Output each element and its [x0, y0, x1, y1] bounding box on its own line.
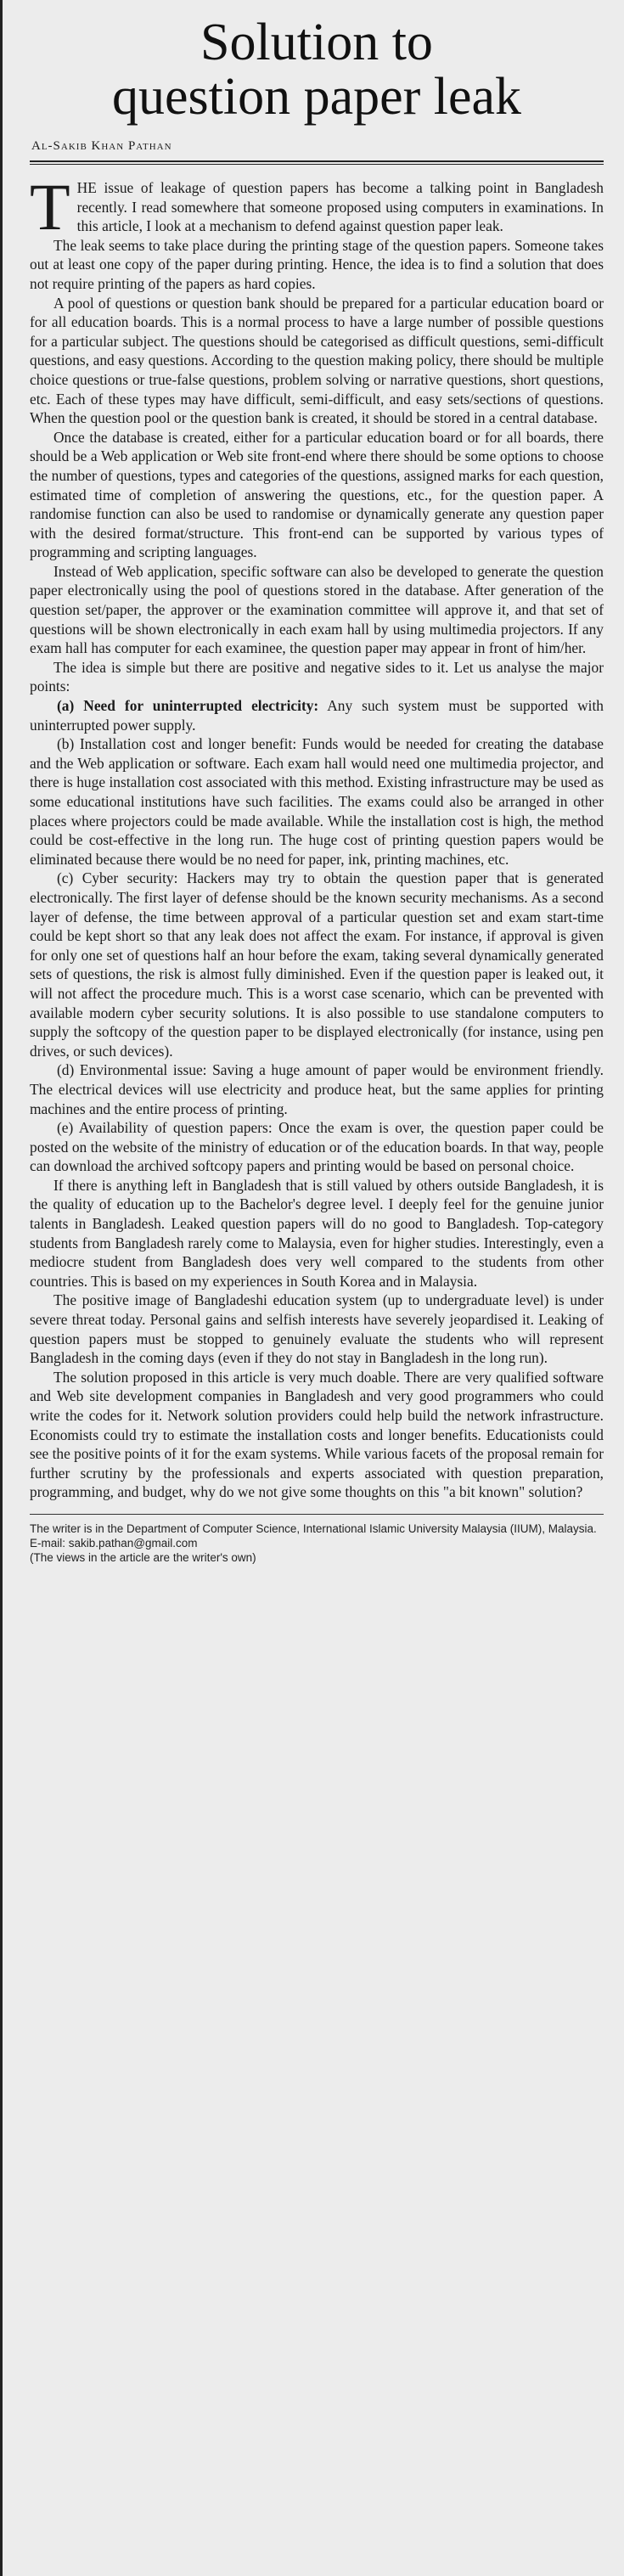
- byline-rule: [30, 160, 604, 165]
- author-note-line-1: The writer is in the Department of Computer Science, International Islamic University Malaysia (IIUM), Malaysia. E-mail: sakib.pathan@gmail.com: [30, 1521, 597, 1550]
- article-body: [30, 170, 604, 1502]
- paragraph-7: If there is anything left in Bangladesh that is still valued by others outside Bangladesh, it is the quality of education up to the Bachelor's degree level. I deeply feel for the genuine junior talents in Bangladesh. Leaked question papers will do no good to Bangladesh. Top-category students from Bangladesh rarely come to Malaysia, even for higher studies. Interestingly, even a mediocre student from Bangladesh does very well compared to the students from other countries. This is based on my experiences in South Korea and in Malaysia.: [30, 1176, 604, 1290]
- point-e: (e) Availability of question papers: Once the exam is over, the question paper could be posted on the website of the ministry of education or of the education boards. In that way, people can download the archived softcopy papers and printing would be based on personal choice.: [30, 1119, 604, 1175]
- footer-rule: [30, 1514, 604, 1515]
- paragraph-2: The leak seems to take place during the printing stage of the question papers. Someone takes out at least one copy of the paper during printing. Hence, the idea is to find a solution that does not require printing of the papers as hard copies.: [30, 236, 604, 292]
- point-b: (b) Installation cost and longer benefit: Funds would be needed for creating the database and the Web application or software. Each exam hall would need one multimedia projector, and there is huge installation cost associated with this method. Existing infrastructure may be used as some educational institutions have such facilities. The exams could also be arranged in other places where projectors could be made available. While the installation cost is high, the method could be cost-effective in the long run. The huge cost of printing question papers would be eliminated because there would be no need for paper, ink, printing machines, etc.: [30, 735, 604, 868]
- author-note-line-2: (The views in the article are the writer's own): [30, 1550, 256, 1564]
- paragraph-6: The idea is simple but there are positive and negative sides to it. Let us analyse the major points:: [30, 658, 604, 695]
- point-d: (d) Environmental issue: Saving a huge amount of paper would be environment friendly. The electrical devices will use electricity and produce heat, but the same applies for printing machines and the entire process of printing.: [30, 1061, 604, 1117]
- paragraph-intro: [30, 170, 604, 244]
- point-a-label: (a) Need for uninterrupted electricity:: [57, 697, 319, 715]
- paragraph-intro-text: HE issue of leakage of question papers has become a talking point in Bangladesh recently. I read somewhere that someone proposed using computers in examinations. In this article, I look at a mechanism to defend against question paper leak.: [76, 179, 604, 235]
- point-a: [30, 696, 604, 734]
- headline-line-1: Solution to: [200, 14, 433, 71]
- paragraph-3: A pool of questions or question bank should be prepared for a particular education board or for all education boards. This is a normal process to have a large number of possible questions for a particular subject. The questions should be categorised as difficult questions, semi-difficult questions, and easy questions. According to the question making policy, there should be multiple choice questions or true-false questions, problem solving or narrative questions, short questions, etc. Each of these types may have difficult, semi-difficult, and easy sets/sections of questions. When the question pool or the question bank is created, it should be stored in a central database.: [30, 294, 604, 427]
- author-note: [30, 1521, 604, 1565]
- paragraph-8: The positive image of Bangladeshi education system (up to undergraduate level) is under severe threat today. Personal gains and selfish interests have severely jeopardised it. Leaking of question papers must be stopped to genuinely evaluate the students who will represent Bangladesh in the coming days (even if they do not stay in Bangladesh in the long run).: [30, 1291, 604, 1367]
- point-c: (c) Cyber security: Hackers may try to obtain the question paper that is generated electronically. The first layer of defense should be the known security mechanisms. As a second layer of defense, the time between approval of a particular question set and exam start-time could be kept short so that any leak does not affect the exam. For instance, if approval is given for only one set of questions half an hour before the exam, taking several dynamically generated sets of questions, the risk is almost fully diminished. Even if the question paper is leaked out, it will not affect the procedure much. This is a worst case scenario, which can be prevented with available modern cyber security solutions. It is also possible to use standalone computers to supply the softcopy of the question paper to be displayed electronically (for instance, using pen drives, or such devices).: [30, 869, 604, 1060]
- headline: [30, 15, 604, 124]
- headline-line-2: question paper leak: [111, 68, 522, 126]
- point-a-text: Any such system must be supported with uninterrupted power supply.: [30, 697, 604, 734]
- byline: Al-Sakib Khan Pathan: [31, 139, 172, 153]
- paragraph-4: Once the database is created, either for a particular education board or for all boards, there should be a Web application or Web site front-end where there should be some options to choose the number of questions, types and categories of the questions, assigned marks for each question, estimated time of completion of answering the questions, etc., for the question paper. A randomise function can also be used to randomise or dynamically generate any question paper with the desired format/structure. This front-end can be supported by various types of programming and scripting languages.: [30, 428, 604, 561]
- paragraph-9: The solution proposed in this article is very much doable. There are very qualified software and Web site development companies in Bangladesh and very good programmers who could write the codes for it. Network solution providers could help build the network infrastructure. Economists could try to estimate the installation costs and longer benefits. Educationists could see the positive points of it for the exam systems. While various facets of the proposal remain for further scrutiny by the professionals and experts associated with question preparation, programming, and budget, why do we not give some thoughts on this "a bit known" solution?: [30, 1368, 604, 1501]
- paragraph-5: Instead of Web application, specific software can also be developed to generate the question paper electronically using the pool of questions stored in the database. After generation of the question set/paper, the approver or the examination committee will approve it, and that set of questions will be shown electronically in each exam hall by using multimedia projectors. If any exam hall has computer for each examinee, the question paper may appear in front of him/her.: [30, 562, 604, 657]
- dropcap: T: [30, 170, 70, 244]
